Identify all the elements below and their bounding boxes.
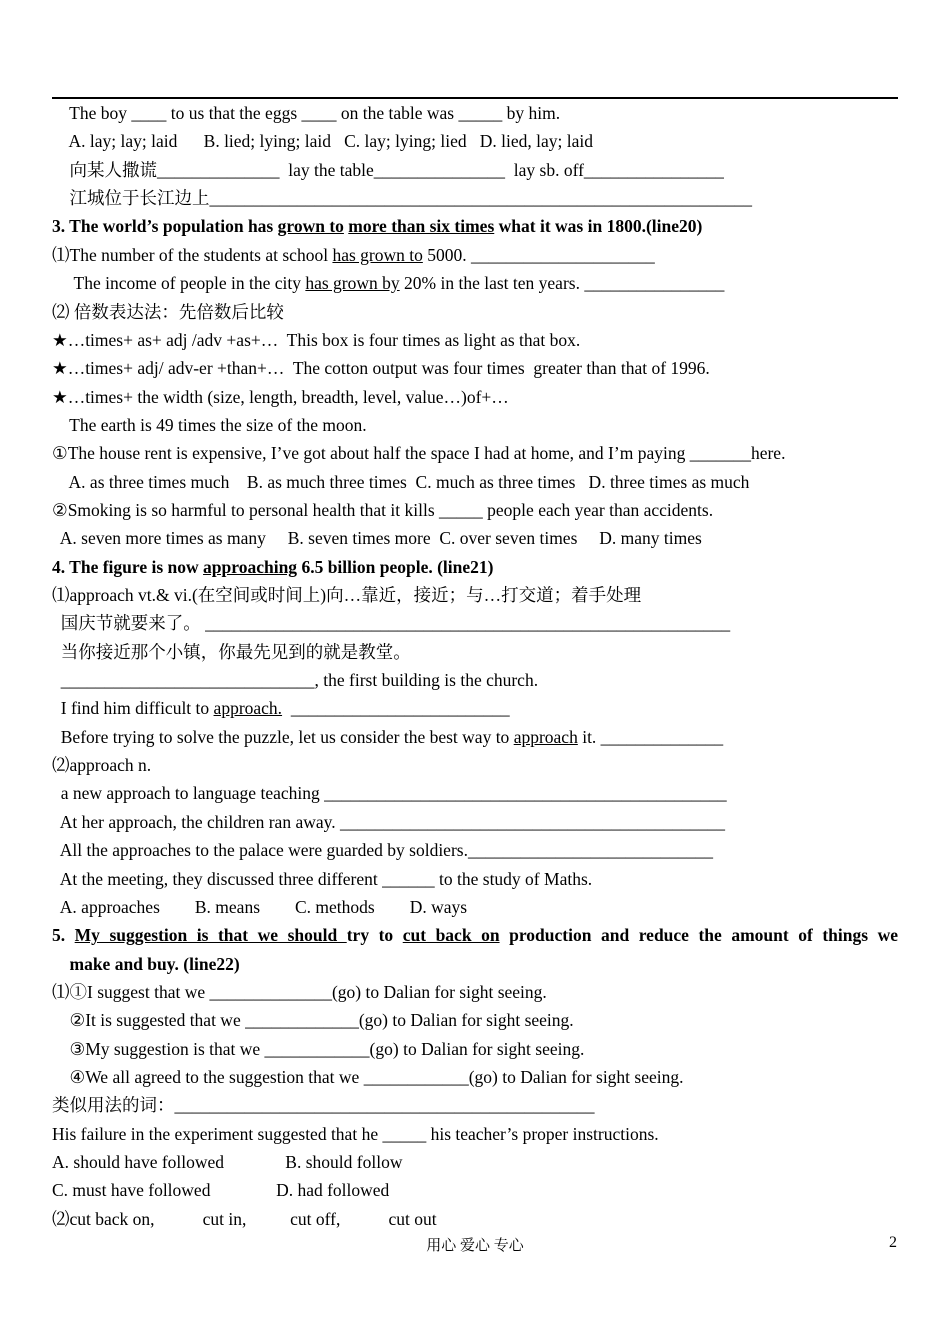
text-segment: Before trying to solve the puzzle, let us consider the best way to (52, 726, 514, 747)
text-line: ★…times+ the width (size, length, breadth, level, value…)of+… (52, 386, 509, 407)
text-line: At the meeting, they discussed three different ______ to the study of Maths. (52, 868, 593, 889)
text-line: 向某人撒谎______________ lay the table_______________ lay sb. off________________ (52, 159, 724, 180)
text-line: All the approaches to the palace were guarded by soldiers.____________________________ (52, 840, 713, 861)
text-segment: cut back on (402, 925, 500, 946)
text-line (52, 954, 240, 974)
text-line: 江城位于长江边上______________________________________________________________ (52, 188, 752, 209)
text-segment: 6.5 billion people. (line21) (297, 556, 494, 577)
text-line: 当你接近那个小镇，你最先见到的就是教堂。 (52, 641, 411, 662)
text-line: A. should have followed B. should follow (52, 1152, 403, 1172)
text-segment: approaching (203, 556, 298, 577)
text-line: ④We all agreed to the suggestion that we ____________(go) to Dalian for sight seeing. (52, 1066, 684, 1087)
text-segment: make and buy. (line22) (52, 953, 240, 974)
text-segment: it. ______________ (577, 726, 724, 747)
text-segment: 5000. _____________________ (422, 244, 655, 265)
page-footer: 用心 爱心 专心 (426, 1238, 524, 1254)
text-line (52, 925, 898, 945)
text-segment: grown to (277, 216, 344, 237)
text-line: ②It is suggested that we _____________(go) to Dalian for sight seeing. (52, 1010, 574, 1031)
text-line: At her approach, the children ran away. ____________________________________________ (52, 811, 725, 832)
text-segment: 3. The world’s population has (52, 216, 278, 237)
text-line: _____________________________, the first building is the church. (52, 670, 539, 690)
page-number: 2 (889, 1234, 897, 1251)
text-line: The earth is 49 times the size of the moon. (52, 414, 367, 435)
text-line: ②Smoking is so harmful to personal health that it kills _____ people each year than accidents. (52, 499, 714, 520)
text-segment: more than six times (348, 216, 495, 237)
text-segment: 5. (52, 925, 75, 946)
text-segment: what it was in 1800.(line20) (494, 216, 703, 237)
text-segment: approach. (213, 698, 283, 719)
text-segment: I find him difficult to (52, 698, 214, 719)
text-segment: try to (346, 925, 403, 946)
text-line: ③My suggestion is that we ____________(go) to Dalian for sight seeing. (52, 1038, 585, 1059)
text-line: C. must have followed D. had followed (52, 1180, 390, 1201)
text-segment: has grown by (305, 273, 400, 294)
text-segment: 4. The figure is now (52, 556, 204, 577)
text-line: ①The house rent is expensive, I’ve got about half the space I had at home, and I’m paying _______here. (52, 443, 786, 464)
text-line (52, 245, 655, 265)
header-rule (52, 97, 898, 99)
text-line: The boy ____ to us that the eggs ____ on the table was _____ by him. (52, 103, 561, 123)
text-line: A. approaches B. means C. methods D. ways (52, 896, 468, 917)
text-line: His failure in the experiment suggested that he _____ his teacher’s proper instructions. (52, 1123, 659, 1144)
text-line (52, 273, 724, 293)
text-segment: approach (513, 726, 578, 747)
text-line: ⑵approach n. (52, 755, 152, 776)
text-segment: production and reduce the amount of things we (499, 925, 898, 946)
text-line: 国庆节就要来了。 ____________________________________________________________ (52, 613, 731, 634)
text-line: ⑴①I suggest that we ______________(go) to Dalian for sight seeing. (52, 981, 547, 1002)
text-line: ★…times+ as+ adj /adv +as+… This box is four times as light as that box. (52, 329, 581, 350)
text-segment: _________________________ (282, 698, 510, 719)
text-line: ★…times+ adj/ adv-er +than+… The cotton output was four times greater than that of 1996. (52, 358, 710, 379)
text-line (52, 557, 493, 577)
text-line: A. as three times much B. as much three times C. much as three times D. three times as much (52, 471, 750, 492)
text-line (52, 698, 510, 718)
text-segment: ⑴The number of the students at school (52, 244, 333, 265)
text-line: a new approach to language teaching ______________________________________________ (52, 783, 727, 804)
text-line: ⑵cut back on, cut in, cut off, cut out (52, 1208, 437, 1229)
text-line: A. seven more times as many B. seven times more C. over seven times D. many times (52, 528, 702, 549)
text-segment: 20% in the last ten years. ________________ (399, 273, 725, 294)
text-segment: The income of people in the city (52, 273, 306, 294)
text-line: 类似用法的词：________________________________________________ (52, 1095, 595, 1116)
text-line (52, 727, 723, 747)
text-line: ⑵ 倍数表达法：先倍数后比较 (52, 301, 284, 322)
text-line: ⑴approach vt.& vi.(在空间或时间上)向…靠近，接近；与…打交道；着手处理 (52, 585, 642, 605)
text-line (52, 216, 702, 236)
text-line: A. lay; lay; laid B. lied; lying; laid C. lay; lying; lied D. lied, lay; laid (52, 131, 593, 152)
text-segment: has grown to (332, 244, 423, 265)
text-segment: My suggestion is that we should (74, 925, 347, 946)
